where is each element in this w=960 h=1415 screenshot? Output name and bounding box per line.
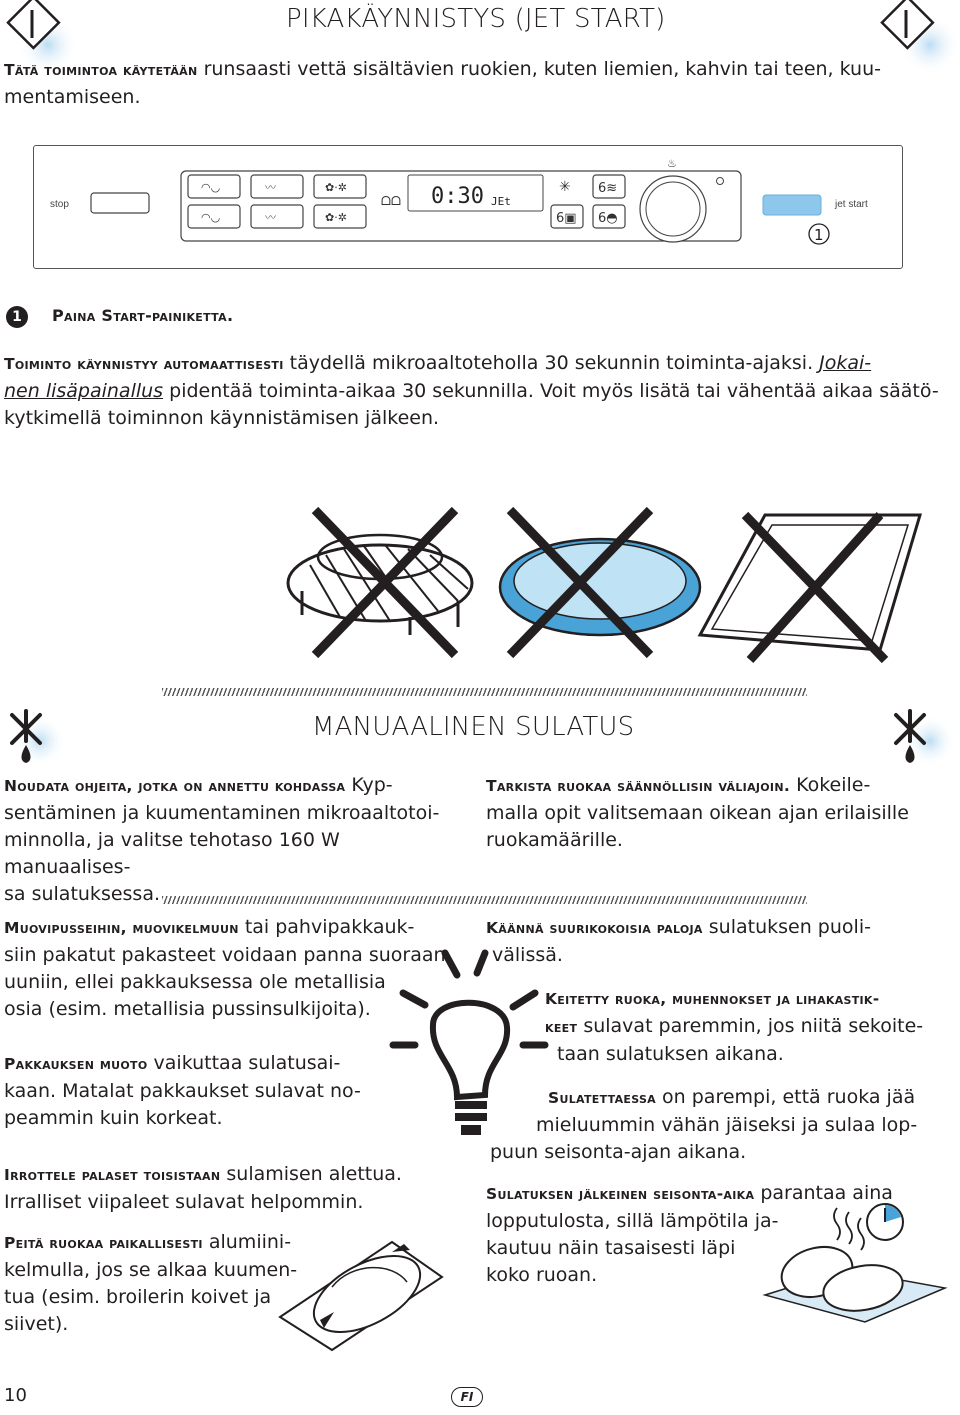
tip-line: sentäminen ja kuumentaminen mikroaaltotoi- — [4, 802, 440, 824]
step-badge: 1 — [6, 306, 28, 328]
svg-text:✳: ✳ — [559, 179, 571, 195]
tip-line: Kokeile- — [796, 774, 871, 796]
svg-text:◠◡: ◠◡ — [201, 181, 221, 194]
standing-time-illustration — [745, 1200, 955, 1325]
tip-line: Kyp- — [351, 774, 393, 796]
defrost-tip-turn-pieces — [486, 914, 936, 969]
svg-text:✿·✲: ✿·✲ — [325, 211, 347, 224]
tip-line: parantaa aina — [760, 1182, 893, 1204]
tip-line: tai pahvipakkauk- — [244, 916, 415, 938]
tip-lead: Peitä ruokaa paikallisesti — [4, 1234, 203, 1252]
tip-line: tua (esim. broilerin koivet ja — [4, 1286, 272, 1308]
divider-hatch-top — [162, 688, 807, 696]
divider-hatch-bottom — [162, 896, 807, 904]
tip-line: sulamisen alettua. — [226, 1163, 402, 1185]
page-title: PIKAKÄYNNISTYS (JET START) — [286, 4, 666, 34]
tip-line: kaan. Matalat pakkaukset sulavat no- — [4, 1080, 361, 1102]
body-italic-2: nen lisäpainallus — [4, 380, 164, 402]
tip-line: siivet). — [4, 1313, 69, 1335]
svg-text:6◓: 6◓ — [598, 211, 618, 226]
tip-line: minnolla, ja valitse tehotaso 160 W manuaalises- — [4, 829, 340, 878]
page-number: 10 — [4, 1385, 27, 1406]
tip-lead: Sulatuksen jälkeinen seisonta-aika — [486, 1185, 755, 1203]
section-title: MANUAALINEN SULATUS — [312, 712, 635, 742]
crisp-button[interactable] — [251, 175, 303, 198]
chicken-foil-illustration — [272, 1232, 447, 1352]
svg-text:〰: 〰 — [265, 211, 276, 224]
tip-line: on parempi, että ruoka jää — [662, 1086, 916, 1108]
crisp-plate-illustration — [500, 539, 700, 635]
body-lead: Toiminto käynnistyy automaattisesti — [4, 355, 284, 373]
tip-lead: Sulatettaessa — [548, 1089, 656, 1107]
body-italic-1: Jokai- — [819, 352, 872, 374]
tip-line: välissä. — [492, 944, 563, 966]
body-line-2: pidentää toiminta-aikaa 30 sekunnilla. Voit myös lisätä tai vähentää aikaa säätö- — [169, 380, 939, 402]
intro-text-2: mentamiseen. — [4, 86, 141, 108]
tip-line: puun seisonta-ajan aikana. — [490, 1141, 747, 1163]
step-instruction: Paina Start-painiketta. — [52, 306, 234, 325]
display-time: 0:30 — [431, 184, 484, 209]
steam-button[interactable] — [251, 205, 303, 228]
defrost-tip-package-shape — [4, 1050, 384, 1132]
body-line-3: kytkimellä toiminnon käynnistämisen jälkeen. — [4, 407, 440, 429]
svg-text:6▣: 6▣ — [556, 211, 577, 226]
tip-line: siin pakatut pakasteet voidaan panna suoraan — [4, 944, 446, 966]
tip-lead: Pakkauksen muoto — [4, 1055, 148, 1073]
display-mode: JEt — [491, 195, 511, 208]
tip-line: peammin kuin korkeat. — [4, 1107, 223, 1129]
control-panel-drawing — [33, 145, 903, 269]
body-line-1: täydellä mikroaaltoteholla 30 sekunnin toiminta-ajaksi. — [289, 352, 814, 374]
tip-line: alumiini- — [208, 1231, 292, 1253]
tip-line: sulatuksen puoli- — [708, 916, 871, 938]
svg-text:〰: 〰 — [265, 181, 276, 194]
defrost-tip-stir — [545, 985, 945, 1068]
tip-line: mieluummin vähän jäiseksi ja sulaa lop- — [536, 1114, 918, 1136]
language-badge: FI — [451, 1387, 483, 1407]
intro-lead: Tätä toimintoa käytetään — [4, 61, 198, 79]
adjust-knob[interactable] — [640, 176, 706, 242]
tip-line: kelmulla, jos se alkaa kuumen- — [4, 1259, 298, 1281]
defrost-icon-right — [882, 705, 958, 770]
svg-text:◠◡: ◠◡ — [201, 211, 221, 224]
tip-line: Irralliset viipaleet sulavat helpommin. — [4, 1191, 364, 1213]
tip-lead: Käännä suurikokoisia paloja — [486, 919, 703, 937]
svg-text:♨: ♨ — [667, 157, 677, 170]
callout-number: 1 — [814, 226, 824, 244]
stop-label: stop — [50, 199, 69, 210]
tip-line: ruokamäärille. — [486, 829, 623, 851]
tip-line: vaikuttaa sulatusai- — [153, 1052, 341, 1074]
tip-lead: Keitetty ruoka, muhennokset ja lihakastik- — [545, 990, 880, 1008]
tip-lead: Muovipusseihin, muovikelmuun — [4, 919, 239, 937]
stop-button[interactable] — [91, 193, 149, 213]
tip-line: kautuu näin tasaisesti läpi — [486, 1237, 736, 1259]
tip-lead: Irrottele palaset toisistaan — [4, 1166, 221, 1184]
defrost-icon-left — [0, 705, 70, 770]
svg-text:6≋: 6≋ — [598, 181, 618, 196]
tip-line: sa sulatuksessa. — [4, 883, 161, 905]
tip-lead: Noudata ohjeita, jotka on annettu kohdassa — [4, 777, 346, 795]
tip-line: taan sulatuksen aikana. — [557, 1043, 784, 1065]
tip-line: lopputulosta, sillä lämpötila ja- — [486, 1210, 779, 1232]
jet-start-button[interactable] — [763, 195, 821, 215]
svg-text:ᗝᗝ: ᗝᗝ — [381, 194, 401, 208]
jet-start-label: jet start — [835, 199, 868, 210]
tip-line: sulavat paremmin, jos niitä sekoite- — [583, 1015, 924, 1037]
body-paragraph — [4, 350, 944, 432]
tip-line: uuniin, ellei pakkauksessa ole metallisia — [4, 971, 386, 993]
tip-line: osia (esim. metallisia pussinsulkijoita). — [4, 998, 371, 1020]
tip-lead: keet — [545, 1018, 578, 1036]
intro-text-1: runsaasti vettä sisältävien ruokien, kuten liemien, kahvin tai teen, kuu- — [203, 58, 881, 80]
defrost-tip-separate-pieces — [4, 1161, 474, 1216]
tip-line: koko ruoan. — [486, 1264, 598, 1286]
defrost-tip-check-food — [486, 772, 936, 854]
svg-text:✿·✲: ✿·✲ — [325, 181, 347, 194]
defrost-tip-follow-instructions — [4, 772, 464, 908]
accessories-not-allowed — [280, 505, 960, 665]
tip-line: malla opit valitsemaan oikean ajan erilaisille — [486, 802, 909, 824]
tip-lead: Tarkista ruokaa säännöllisin väliajoin. — [486, 777, 791, 795]
intro-paragraph — [4, 56, 904, 111]
defrost-tip-slightly-frozen — [490, 1084, 940, 1166]
